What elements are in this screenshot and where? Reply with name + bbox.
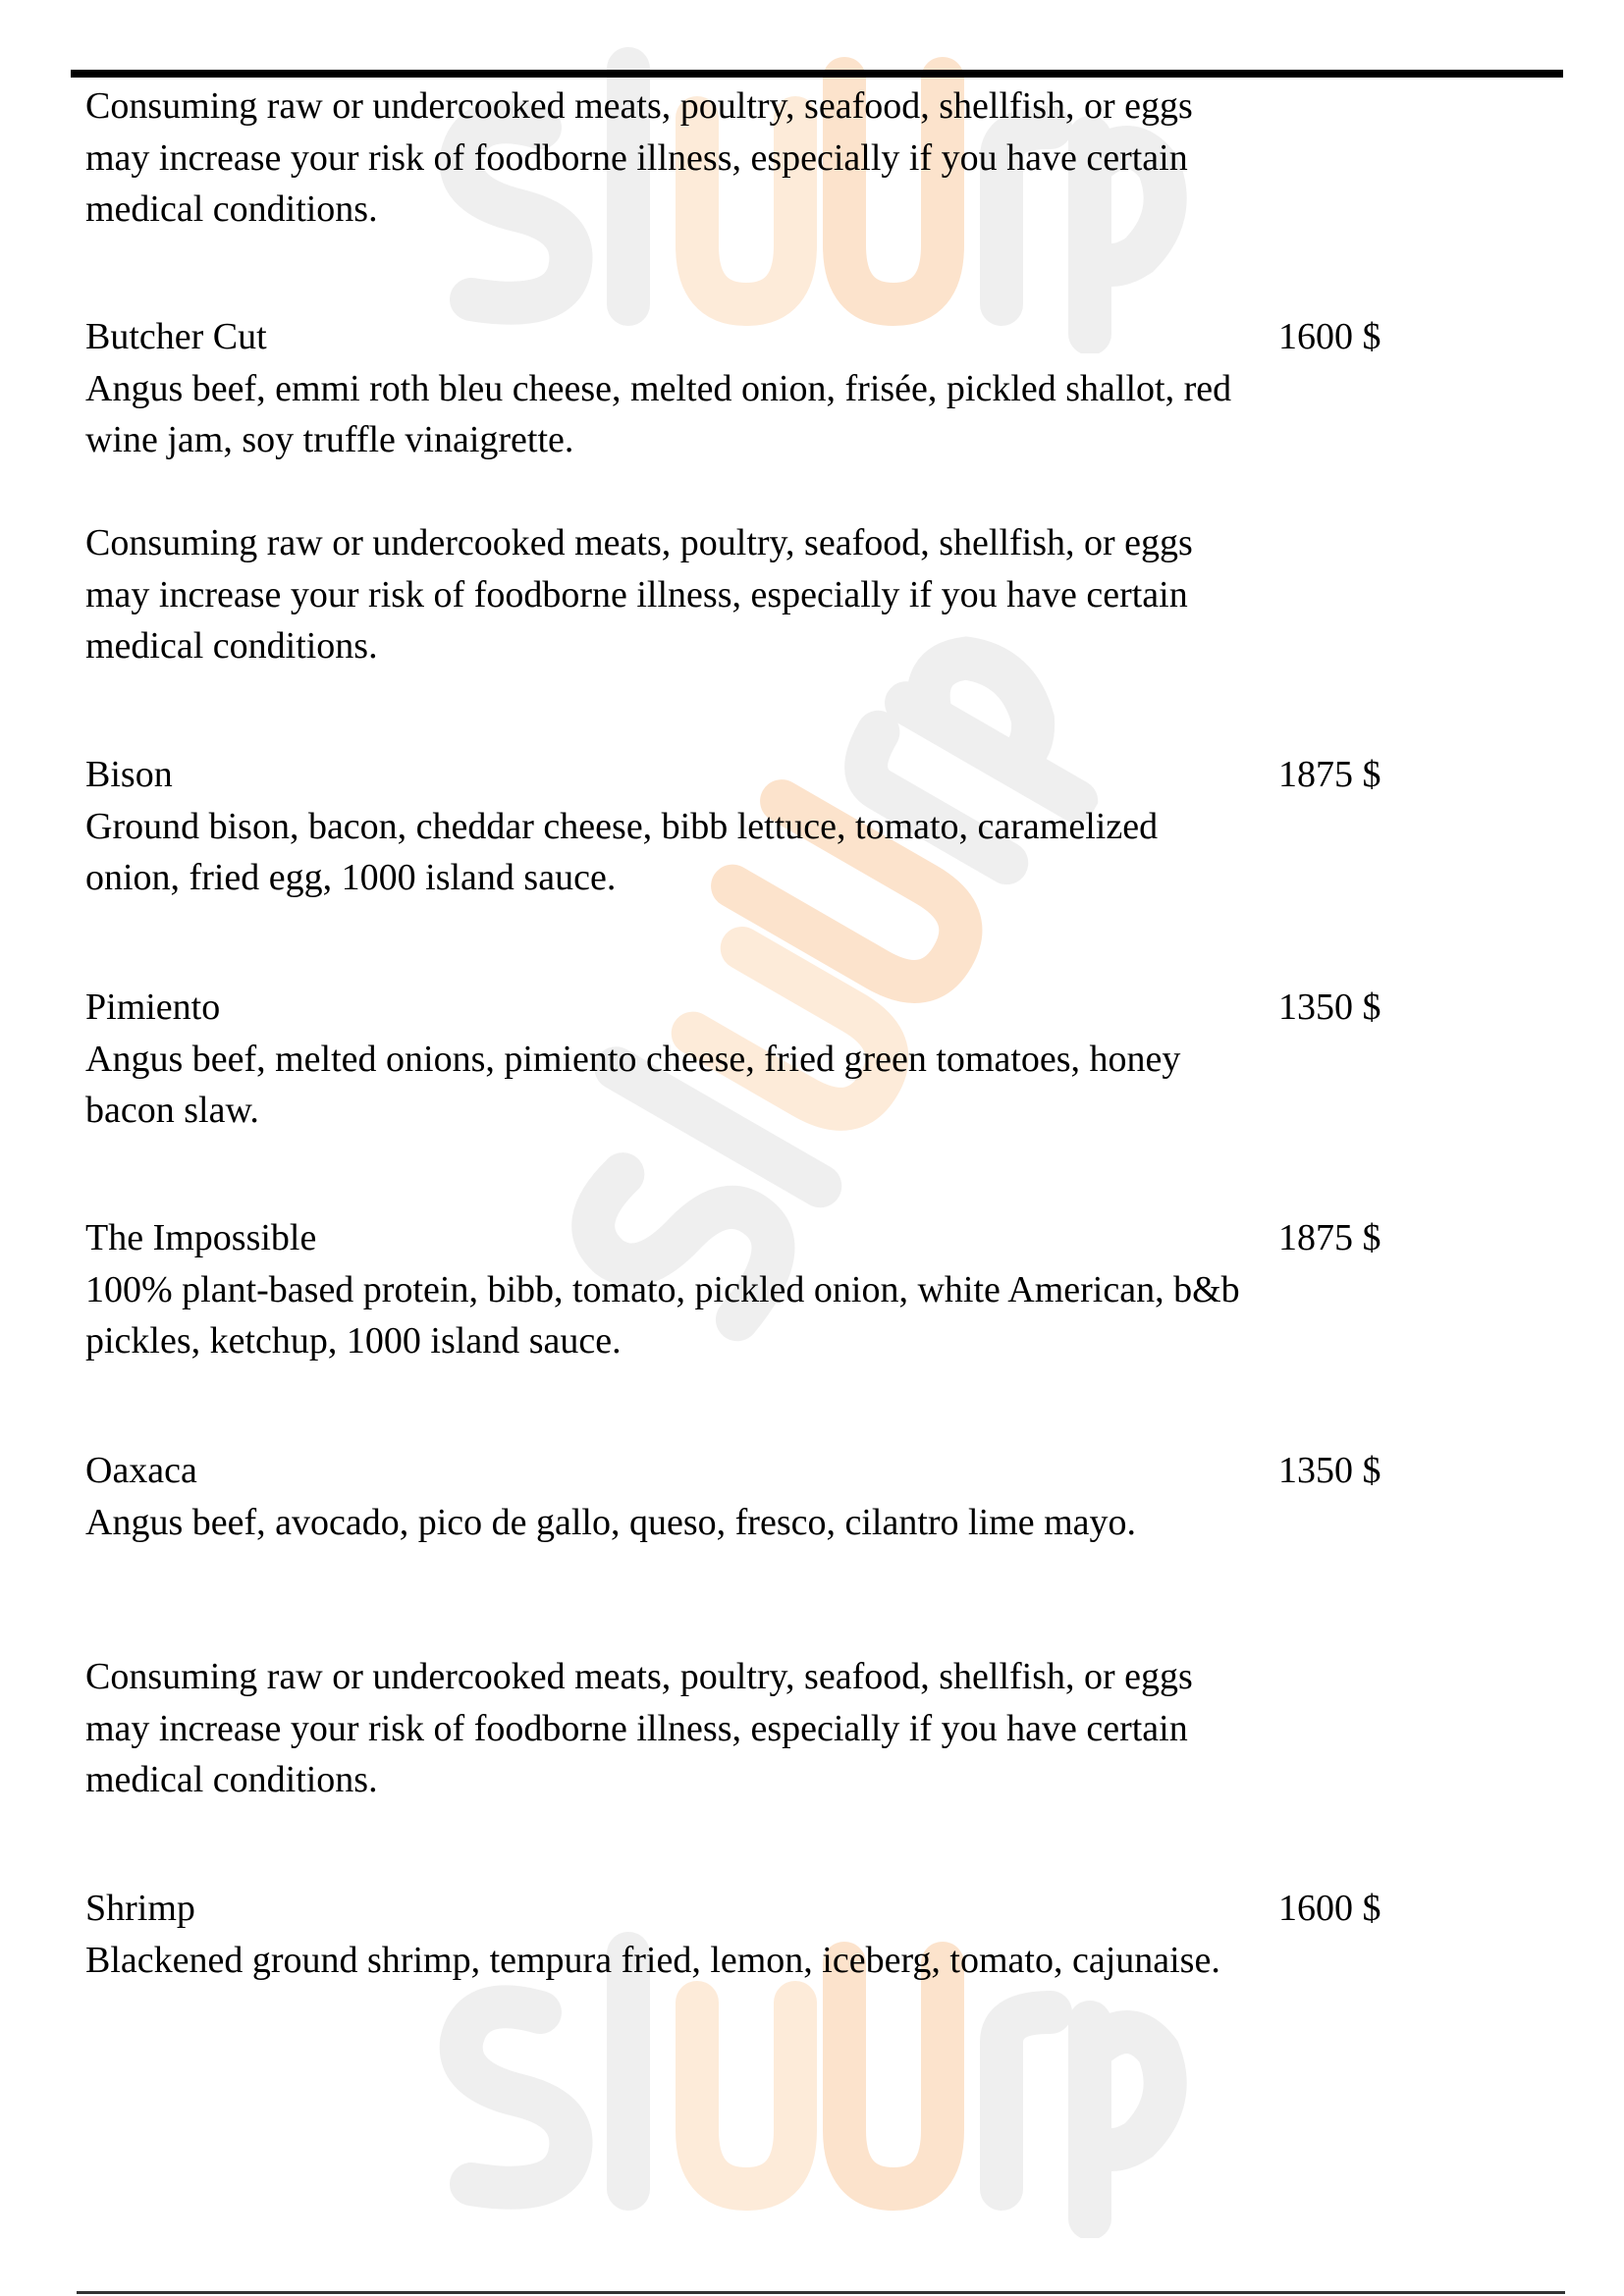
item-description: Angus beef, emmi roth bleu cheese, melted onion, frisée, pickled shallot, red wine jam, soy truffle vinaigrette. [85, 367, 1232, 460]
item-name: Shrimp [85, 1888, 195, 1929]
item-price: 1350 $ [1278, 987, 1381, 1028]
item-price: 1875 $ [1278, 754, 1381, 795]
menu-item [85, 311, 1254, 466]
warning-text: Consuming raw or undercooked meats, poultry, seafood, shellfish, or eggs may increase your risk of foodborne illness, especially if you have certain medical conditions. [85, 1656, 1193, 1800]
warning-text: Consuming raw or undercooked meats, poultry, seafood, shellfish, or eggs may increase your risk of foodborne illness, especially if you have certain medical conditions. [85, 522, 1193, 667]
allergy-warning [85, 517, 1254, 672]
bottom-divider [77, 2291, 1565, 2294]
item-name: Pimiento [85, 987, 221, 1028]
item-price: 1600 $ [1278, 316, 1381, 357]
item-description: Blackened ground shrimp, tempura fried, lemon, iceberg, tomato, cajunaise. [85, 1939, 1220, 1981]
menu-item [85, 1445, 1254, 1548]
item-name: Oaxaca [85, 1450, 197, 1491]
item-description: Angus beef, melted onions, pimiento cheese, fried green tomatoes, honey bacon slaw. [85, 1038, 1181, 1131]
item-price: 1875 $ [1278, 1217, 1381, 1258]
item-name: Butcher Cut [85, 316, 267, 357]
menu-item [85, 1212, 1254, 1367]
menu-item [85, 749, 1254, 904]
item-name: Bison [85, 754, 173, 795]
top-divider [71, 70, 1563, 78]
item-price: 1600 $ [1278, 1888, 1381, 1929]
item-description: Angus beef, avocado, pico de gallo, queso, fresco, cilantro lime mayo. [85, 1501, 1136, 1543]
warning-text: Consuming raw or undercooked meats, poultry, seafood, shellfish, or eggs may increase your risk of foodborne illness, especially if you have certain medical conditions. [85, 85, 1193, 230]
item-price: 1350 $ [1278, 1450, 1381, 1491]
allergy-warning [85, 80, 1254, 236]
menu-item [85, 1883, 1254, 1986]
allergy-warning [85, 1651, 1254, 1806]
item-description: Ground bison, bacon, cheddar cheese, bibb lettuce, tomato, caramelized onion, fried egg, 1000 island sauce. [85, 805, 1159, 898]
item-name: The Impossible [85, 1217, 317, 1258]
item-description: 100% plant-based protein, bibb, tomato, pickled onion, white American, b&b pickles, ketchup, 1000 island sauce. [85, 1268, 1240, 1362]
menu-item [85, 982, 1254, 1137]
